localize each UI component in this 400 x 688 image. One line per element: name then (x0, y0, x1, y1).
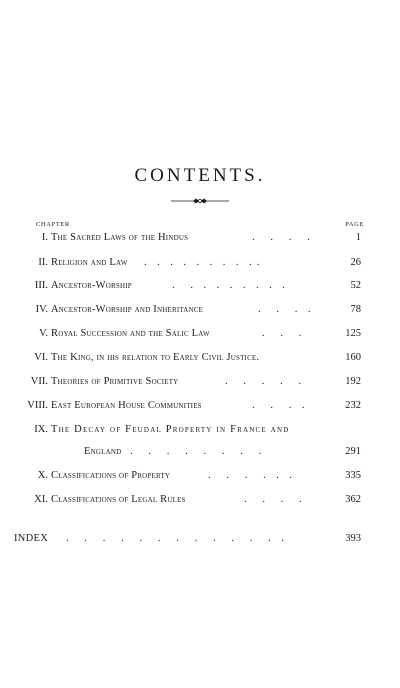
leader-dots: . . . . . . . . . (172, 280, 285, 291)
chapter-title: The Decay of Feudal Property in France and (51, 424, 290, 435)
chapter-number: IV. (35, 304, 48, 315)
chapter-title: Royal Succession and the Salic Law (51, 328, 210, 339)
leader-dots: . . . . . . . . . . (144, 257, 260, 268)
toc-entry-continued (0, 445, 400, 459)
chapter-number: IX. (34, 424, 48, 435)
ornament-divider (171, 197, 229, 205)
page-title: CONTENTS. (134, 165, 266, 186)
chapter-title: Religion and Law (51, 257, 128, 268)
chapter-title: Ancestor-Worship and Inheritance (51, 304, 204, 315)
toc-entry (0, 256, 400, 270)
chapter-title: The King, in his relation to Early Civil Justice. (51, 352, 260, 363)
toc-entry (0, 231, 400, 245)
toc-entry (0, 351, 400, 365)
page-number: 232 (345, 400, 361, 411)
index-entry (0, 532, 400, 546)
chapter-title: Theories of Primitive Society (51, 376, 179, 387)
leader-dots: . . . . . . (208, 470, 292, 481)
page-column-header: PAGE (345, 221, 364, 228)
chapter-title: Classifications of Legal Rules (51, 494, 186, 505)
chapter-title-continued: England (84, 446, 122, 457)
chapter-number: VII. (30, 376, 48, 387)
chapter-number: III. (34, 280, 48, 291)
leader-dots: . . . . . . . . (130, 446, 262, 457)
leader-dots: . . . . (244, 494, 302, 505)
toc-entry (0, 469, 400, 483)
leader-dots: . . . . . . . . . . . . . (66, 533, 284, 544)
page-number: 1 (355, 232, 361, 243)
page-number: 26 (350, 257, 361, 268)
page-number: 125 (345, 328, 361, 339)
chapter-number: V. (39, 328, 48, 339)
index-title: INDEX (14, 533, 49, 544)
leader-dots: . . . . . (225, 376, 302, 387)
toc-entry (0, 375, 400, 389)
page-number: 52 (350, 280, 361, 291)
chapter-title: The Sacred Laws of the Hindus (51, 232, 189, 243)
page-number: 393 (345, 533, 361, 544)
chapter-title: Ancestor-Worship (51, 280, 132, 291)
leader-dots: . . . . (258, 304, 311, 315)
chapter-number: I. (41, 232, 48, 243)
chapter-number: X. (37, 470, 48, 481)
leader-dots: . . . (262, 328, 302, 339)
chapter-title: Classifications of Property (51, 470, 171, 481)
chapter-number: VIII. (27, 400, 48, 411)
toc-entry (0, 327, 400, 341)
toc-entry (0, 303, 400, 317)
chapter-title: East European House Communities (51, 400, 202, 411)
leader-dots: . . . . (252, 400, 305, 411)
page-number: 78 (350, 304, 361, 315)
chapter-number: XI. (34, 494, 48, 505)
toc-entry (0, 423, 400, 437)
toc-entry (0, 399, 400, 413)
page-number: 291 (345, 446, 361, 457)
chapter-number: II. (38, 257, 48, 268)
leader-dots: . . . . (252, 232, 310, 243)
page-number: 362 (345, 494, 361, 505)
toc-entry (0, 493, 400, 507)
page-number: 192 (345, 376, 361, 387)
chapter-column-header: CHAPTER (36, 221, 70, 228)
toc-entry (0, 279, 400, 293)
chapter-number: VI. (34, 352, 48, 363)
page-number: 335 (345, 470, 361, 481)
page-number: 160 (345, 352, 361, 363)
